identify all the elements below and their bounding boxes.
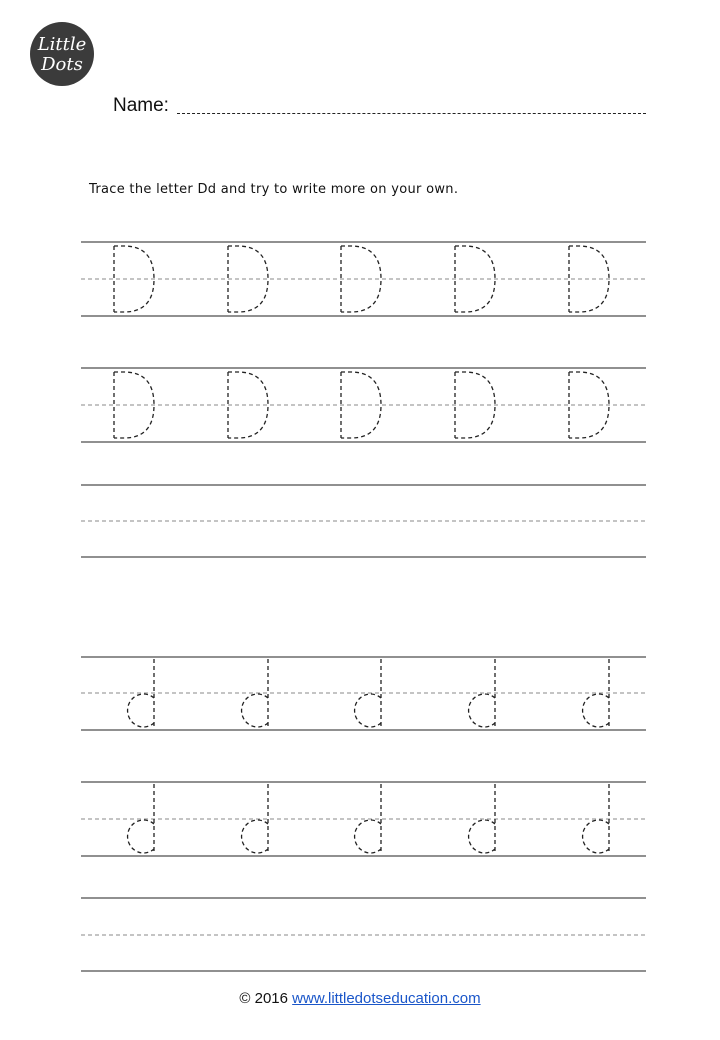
name-label: Name: bbox=[113, 95, 169, 116]
ruled-lines bbox=[81, 242, 646, 971]
logo-text-line2: Dots bbox=[41, 54, 83, 75]
website-link[interactable]: www.littledotseducation.com bbox=[292, 990, 481, 1007]
tracing-letters bbox=[114, 246, 609, 853]
copyright-text: © 2016 bbox=[239, 990, 288, 1007]
instruction-text: Trace the letter Dd and try to write more on your own. bbox=[89, 182, 459, 197]
footer bbox=[0, 990, 720, 1007]
logo-text-line1: Little bbox=[37, 34, 87, 55]
uppercase-d-trace[interactable] bbox=[228, 246, 268, 312]
uppercase-d-trace[interactable] bbox=[228, 372, 268, 438]
